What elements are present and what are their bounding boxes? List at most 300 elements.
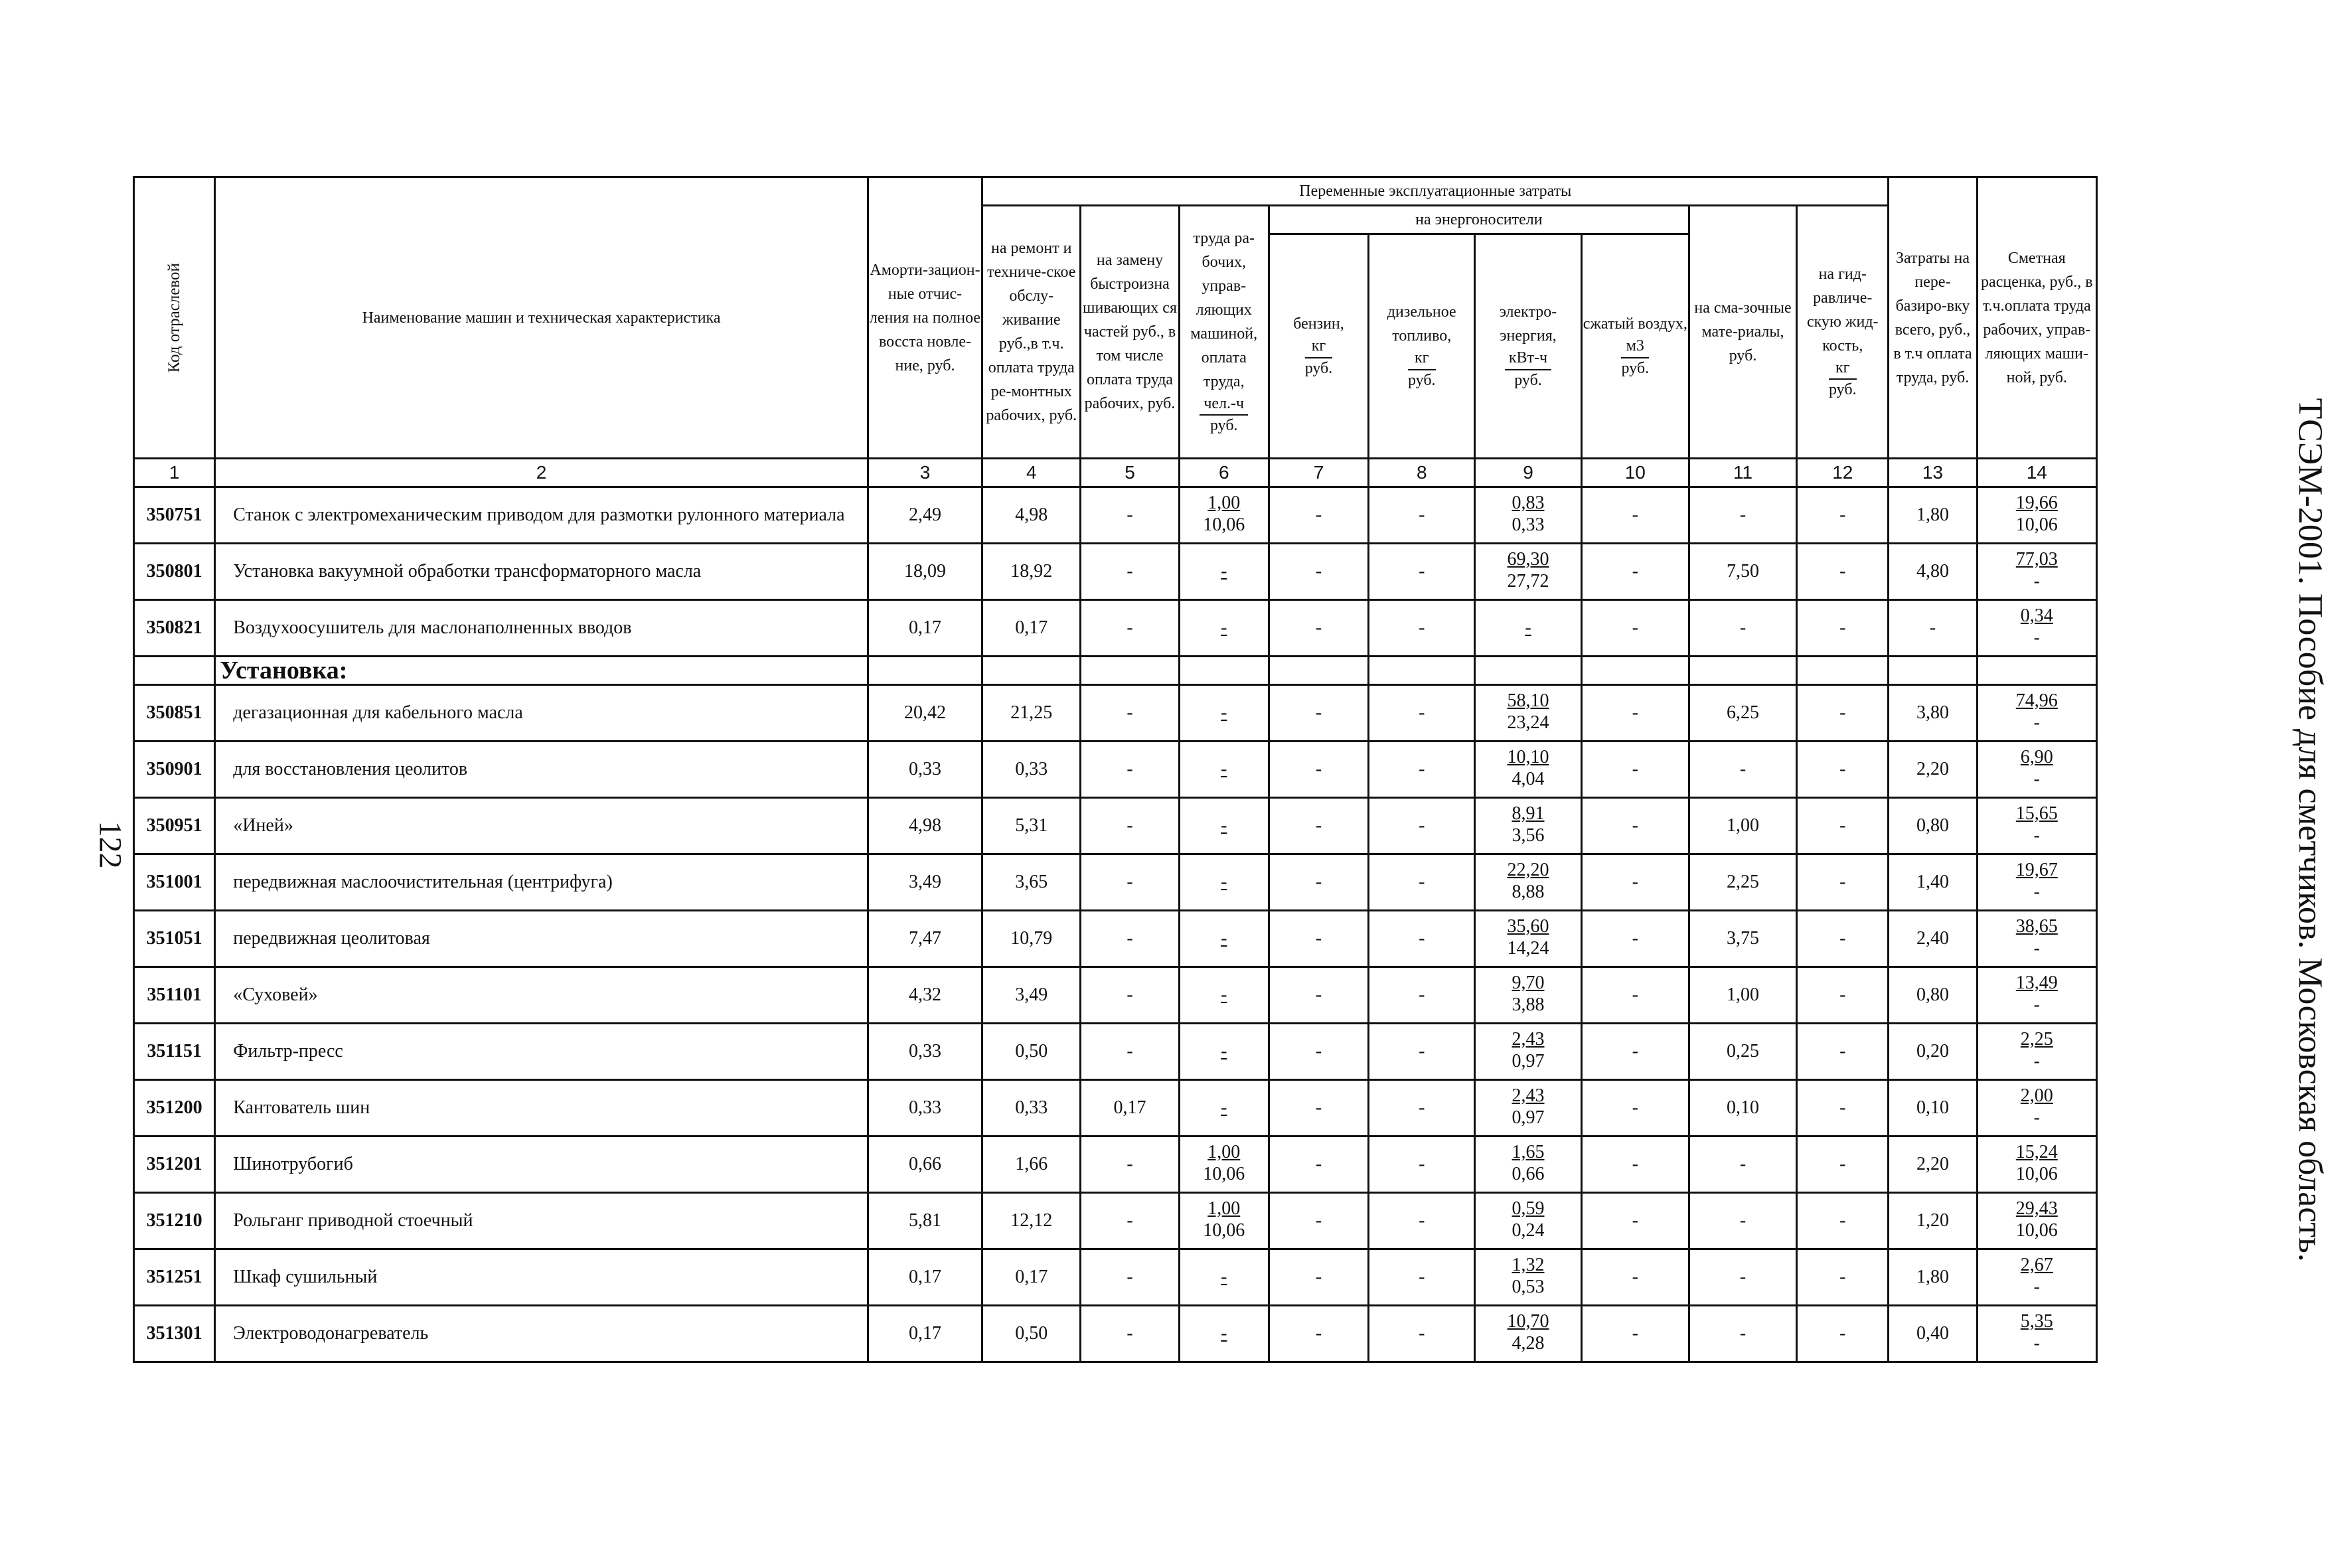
estimate-value [1977,1024,2096,1080]
amortization-value: 20,42 [868,685,982,742]
fraction-denominator: 14,24 [1507,938,1549,959]
fraction-denominator: 3,56 [1512,825,1545,846]
petrol-unit-top: кг [1305,336,1333,358]
column-number: 2 [215,459,868,487]
machine-name: Установка вакуумной обработки трансформаторного масла [215,544,868,600]
labor-unit-bottom: руб. [1209,417,1238,435]
labor-value [1179,1249,1269,1306]
petrol-value: - [1269,544,1368,600]
labor-value [1179,798,1269,854]
machine-name: Станок с электромеханическим приводом для размотки рулонного материала [215,487,868,544]
fraction-numerator: 0,34 [2020,605,2053,626]
fraction-numerator: - [1221,759,1227,780]
fraction-numerator: 5,35 [2020,1310,2053,1332]
electric-value [1475,1306,1581,1362]
table-row [134,1249,2097,1306]
fraction-value [1221,1097,1227,1119]
header-replace: на замену быстроизна шивающих ся частей руб., в том числе оплата труда рабочих, руб. [1081,206,1179,459]
header-diesel [1369,234,1475,459]
fraction-denominator: - [2033,825,2040,846]
table-row [134,911,2097,967]
header-diesel-label: дизельное топливо, [1387,303,1456,345]
fraction-denominator: 0,97 [1512,1107,1545,1129]
header-electric-label: электро-энергия, [1499,303,1557,345]
replace-value: - [1081,911,1179,967]
labor-value [1179,1306,1269,1362]
labor-value [1179,1024,1269,1080]
electric-value [1475,854,1581,911]
hydraulic-value: - [1797,685,1889,742]
diesel-value: - [1369,854,1475,911]
fraction-value [1203,492,1245,536]
lubricant-value: - [1689,1137,1796,1193]
labor-value [1179,911,1269,967]
diesel-value: - [1369,1080,1475,1137]
machine-code: 351051 [134,911,215,967]
fraction-numerator: - [1221,1097,1227,1119]
repair-value: 5,31 [982,798,1081,854]
diesel-value: - [1369,742,1475,798]
repair-value: 12,12 [982,1193,1081,1249]
repair-value: 21,25 [982,685,1081,742]
header-hydraulic-unit [1829,358,1857,400]
machine-code: 350851 [134,685,215,742]
lubricant-value: 1,00 [1689,967,1796,1024]
petrol-value: - [1269,1024,1368,1080]
fraction-value [2021,605,2053,649]
fraction-numerator: 2,43 [1512,1028,1545,1050]
air-value: - [1581,1306,1689,1362]
air-value: - [1581,1137,1689,1193]
hydraulic-value: - [1797,1193,1889,1249]
table-row [134,685,2097,742]
labor-value [1179,967,1269,1024]
hydraulic-value: - [1797,742,1889,798]
fraction-denominator: 0,97 [1512,1051,1545,1072]
machine-name: дегазационная для кабельного масла [215,685,868,742]
replace-value: - [1081,487,1179,544]
header-relocation: Затраты на пере-базиро-вку всего, руб., в т.ч оплата труда, руб. [1889,177,1977,459]
fraction-value [1512,1028,1545,1073]
estimate-value [1977,742,2096,798]
fraction-value [1221,1040,1227,1063]
lubricant-value: - [1689,600,1796,657]
fraction-value [1221,871,1227,894]
replace-value: - [1081,1024,1179,1080]
fraction-numerator: 74,96 [2015,690,2058,711]
fraction-numerator: 35,60 [1507,915,1549,937]
petrol-value: - [1269,600,1368,657]
amortization-value: 0,17 [868,600,982,657]
machine-name: передвижная маслоочистительная (центрифуга) [215,854,868,911]
machine-code: 351151 [134,1024,215,1080]
fraction-numerator: 29,43 [2015,1198,2058,1219]
machine-code: 351210 [134,1193,215,1249]
fraction-value [2021,1310,2053,1355]
estimate-value [1977,1080,2096,1137]
fraction-numerator: 10,10 [1507,746,1549,767]
relocation-value: 2,40 [1889,911,1977,967]
fraction-value [1203,1141,1245,1186]
lubricant-value: 7,50 [1689,544,1796,600]
header-code-label: Код отраслевой [165,262,183,373]
diesel-unit-top: кг [1408,348,1436,370]
air-value: - [1581,911,1689,967]
fraction-numerator: - [1221,1323,1227,1344]
repair-value: 1,66 [982,1137,1081,1193]
estimate-value [1977,544,2096,600]
header-petrol-unit [1305,336,1333,378]
air-value: - [1581,1024,1689,1080]
fraction-numerator: - [1221,872,1227,893]
fraction-denominator: - [2033,712,2040,734]
air-value: - [1581,967,1689,1024]
column-number: 11 [1689,459,1796,487]
fraction-value [1512,1141,1545,1186]
labor-value [1179,1193,1269,1249]
fraction-value [1221,758,1227,781]
labor-value [1179,1080,1269,1137]
fraction-numerator: 69,30 [1507,548,1549,570]
petrol-value: - [1269,742,1368,798]
machine-name: Шинотрубогиб [215,1137,868,1193]
amortization-value: 0,17 [868,1306,982,1362]
hydraulic-value: - [1797,1306,1889,1362]
fraction-denominator: 4,04 [1512,769,1545,790]
estimate-value [1977,1137,2096,1193]
fraction-denominator: 10,06 [2015,1164,2058,1185]
fraction-value [2021,746,2053,791]
diesel-value: - [1369,685,1475,742]
electric-value [1475,1137,1581,1193]
fraction-value [1203,1198,1245,1242]
repair-value: 3,49 [982,967,1081,1024]
fraction-value [2021,1254,2053,1298]
replace-value: - [1081,1306,1179,1362]
diesel-value: - [1369,1137,1475,1193]
fraction-value [1508,859,1549,903]
relocation-value: 1,20 [1889,1193,1977,1249]
labor-value [1179,854,1269,911]
air-value: - [1581,742,1689,798]
amortization-value: 0,66 [868,1137,982,1193]
column-number: 6 [1179,459,1269,487]
machine-code: 351251 [134,1249,215,1306]
air-value: - [1581,544,1689,600]
electric-value [1475,967,1581,1024]
machine-code: 350801 [134,544,215,600]
machine-code: 350821 [134,600,215,657]
fraction-denominator: - [2033,769,2040,790]
header-diesel-unit [1408,348,1436,390]
amortization-value: 18,09 [868,544,982,600]
column-number: 8 [1369,459,1475,487]
replace-value: 0,17 [1081,1080,1179,1137]
table-row [134,798,2097,854]
air-value: - [1581,798,1689,854]
hydraulic-value: - [1797,1080,1889,1137]
fraction-numerator: 6,90 [2020,746,2053,767]
hydraulic-value: - [1797,854,1889,911]
relocation-value: 4,80 [1889,544,1977,600]
fraction-numerator: 15,65 [2015,803,2058,824]
header-code [134,177,215,459]
electric-value [1475,600,1581,657]
machine-name: Электроводонагреватель [215,1306,868,1362]
fraction-numerator: 19,66 [2015,492,2058,513]
replace-value: - [1081,1249,1179,1306]
lubricant-value: - [1689,1249,1796,1306]
lubricant-value: - [1689,1306,1796,1362]
fraction-numerator: - [1221,984,1227,1006]
diesel-value: - [1369,544,1475,600]
fraction-value [2016,690,2058,734]
electric-value [1475,798,1581,854]
fraction-value [1508,746,1549,791]
petrol-value: - [1269,798,1368,854]
hydraulic-value: - [1797,967,1889,1024]
fraction-denominator: - [2033,1333,2040,1354]
replace-value: - [1081,685,1179,742]
machine-code: 351200 [134,1080,215,1137]
petrol-value: - [1269,1137,1368,1193]
machine-code: 350751 [134,487,215,544]
labor-unit-top: чел.-ч [1200,394,1248,416]
hydraulic-value: - [1797,487,1889,544]
header-petrol-label: бензин, [1293,315,1344,333]
relocation-value: 0,80 [1889,967,1977,1024]
fraction-denominator: 10,06 [1203,1220,1245,1241]
machines-rates-table [133,176,2098,1363]
fraction-denominator: 10,06 [1203,514,1245,536]
fraction-numerator: 10,70 [1507,1310,1549,1332]
fraction-numerator: 1,00 [1207,1141,1241,1162]
estimate-value [1977,685,2096,742]
relocation-value: 0,20 [1889,1024,1977,1080]
section-header [134,657,2097,685]
fraction-value [1508,915,1549,960]
table-row [134,967,2097,1024]
amortization-value: 0,33 [868,742,982,798]
petrol-value: - [1269,685,1368,742]
diesel-value: - [1369,911,1475,967]
header-labor-unit [1200,394,1248,436]
estimate-value [1977,487,2096,544]
relocation-value: 0,10 [1889,1080,1977,1137]
table-row [134,854,2097,911]
amortization-value: 5,81 [868,1193,982,1249]
header-electric [1475,234,1581,459]
fraction-numerator: 9,70 [1512,972,1545,993]
fraction-denominator: - [2033,1107,2040,1129]
fraction-numerator: 1,65 [1512,1141,1545,1162]
fraction-numerator: 77,03 [2015,548,2058,570]
hydraulic-unit-top: кг [1829,358,1857,380]
table-row [134,742,2097,798]
repair-value: 0,33 [982,742,1081,798]
diesel-value: - [1369,1249,1475,1306]
machine-code: 351201 [134,1137,215,1193]
diesel-value: - [1369,967,1475,1024]
estimate-value [1977,854,2096,911]
petrol-value: - [1269,1306,1368,1362]
electric-value [1475,544,1581,600]
lubricant-value: 1,00 [1689,798,1796,854]
petrol-value: - [1269,1080,1368,1137]
diesel-value: - [1369,487,1475,544]
electric-value [1475,911,1581,967]
petrol-value: - [1269,487,1368,544]
fraction-value [1221,617,1227,639]
labor-value [1179,600,1269,657]
labor-value [1179,1137,1269,1193]
machine-name: Фильтр-пресс [215,1024,868,1080]
lubricant-value: 3,75 [1689,911,1796,967]
estimate-value [1977,967,2096,1024]
electric-value [1475,1024,1581,1080]
electric-value [1475,1193,1581,1249]
electric-value [1475,487,1581,544]
fraction-value [1512,1085,1545,1129]
machine-code: 351001 [134,854,215,911]
page-number: 122 [92,821,128,869]
header-repair: на ремонт и техниче-ское обслу-живание руб.,в т.ч. оплата труда ре-монтных рабочих, руб. [982,206,1081,459]
diesel-value: - [1369,1024,1475,1080]
header-lubricant: на сма-зочные мате-риалы, руб. [1689,206,1796,459]
fraction-value [2016,1141,2058,1186]
column-number: 7 [1269,459,1368,487]
column-number: 9 [1475,459,1581,487]
table-body-main [134,487,2097,657]
replace-value: - [1081,798,1179,854]
fraction-denominator: 4,28 [1512,1333,1545,1354]
fraction-value [2021,1085,2053,1129]
fraction-denominator: 3,88 [1512,994,1545,1016]
fraction-numerator: 2,00 [2020,1085,2053,1106]
hydraulic-value: - [1797,1249,1889,1306]
repair-value: 3,65 [982,854,1081,911]
fraction-value [1221,1322,1227,1345]
fraction-denominator: - [2033,1277,2040,1298]
column-number: 13 [1889,459,1977,487]
diesel-value: - [1369,1193,1475,1249]
fraction-numerator: 13,49 [2015,972,2058,993]
petrol-value: - [1269,967,1368,1024]
hydraulic-unit-bottom: руб. [1828,381,1857,399]
fraction-numerator: - [1221,1267,1227,1288]
air-value: - [1581,1249,1689,1306]
fraction-value [1221,560,1227,583]
hydraulic-value: - [1797,600,1889,657]
machine-name: для восстановления цеолитов [215,742,868,798]
replace-value: - [1081,544,1179,600]
column-number: 12 [1797,459,1889,487]
fraction-denominator: 10,06 [2015,1220,2058,1241]
amortization-value: 3,49 [868,854,982,911]
repair-value: 18,92 [982,544,1081,600]
machine-name: Кантователь шин [215,1080,868,1137]
fraction-denominator: - [2033,882,2040,903]
estimate-value [1977,600,2096,657]
table-row [134,1193,2097,1249]
electric-value [1475,742,1581,798]
air-value: - [1581,600,1689,657]
repair-value: 0,50 [982,1306,1081,1362]
fraction-value [1508,548,1549,593]
air-value: - [1581,685,1689,742]
table-row [134,600,2097,657]
estimate-value [1977,911,2096,967]
fraction-value [2016,803,2058,847]
amortization-value: 4,98 [868,798,982,854]
replace-value: - [1081,742,1179,798]
fraction-numerator: 8,91 [1512,803,1545,824]
header-hydraulic-label: на гид-равличе-скую жид-кость, [1807,265,1879,354]
petrol-value: - [1269,854,1368,911]
hydraulic-value: - [1797,1024,1889,1080]
machine-name: Рольганг приводной стоечный [215,1193,868,1249]
fraction-value [1221,984,1227,1006]
fraction-value [2016,492,2058,536]
fraction-value [1221,1266,1227,1289]
relocation-value: 2,20 [1889,742,1977,798]
air-value: - [1581,1080,1689,1137]
section-title: Установка: [215,657,868,685]
amortization-value: 0,17 [868,1249,982,1306]
column-number: 1 [134,459,215,487]
fraction-numerator: 19,67 [2015,859,2058,880]
header-name: Наименование машин и техническая характеристика [215,177,868,459]
repair-value: 0,33 [982,1080,1081,1137]
relocation-value: 3,80 [1889,685,1977,742]
petrol-value: - [1269,911,1368,967]
fraction-denominator: 27,72 [1507,571,1549,592]
table-row [134,1080,2097,1137]
fraction-value [2021,1028,2053,1073]
estimate-value [1977,1249,2096,1306]
fraction-denominator: - [2033,938,2040,959]
relocation-value: 2,20 [1889,1137,1977,1193]
fraction-value [2016,915,2058,960]
labor-value [1179,742,1269,798]
fraction-numerator: 1,32 [1512,1254,1545,1275]
fraction-numerator: 2,67 [2020,1254,2053,1275]
fraction-numerator: - [1221,561,1227,582]
fraction-denominator: 0,24 [1512,1220,1545,1241]
fraction-denominator: - [2033,994,2040,1016]
lubricant-value: 0,25 [1689,1024,1796,1080]
amortization-value: 0,33 [868,1024,982,1080]
fraction-numerator: - [1221,1041,1227,1062]
relocation-value: 0,80 [1889,798,1977,854]
column-number: 10 [1581,459,1689,487]
relocation-value: - [1889,600,1977,657]
amortization-value: 7,47 [868,911,982,967]
machine-code: 351301 [134,1306,215,1362]
table-row [134,544,2097,600]
table-row [134,487,2097,544]
table-body-installations [134,685,2097,1362]
hydraulic-value: - [1797,1137,1889,1193]
lubricant-value: - [1689,487,1796,544]
machine-name: «Суховей» [215,967,868,1024]
machine-code: 351101 [134,967,215,1024]
fraction-value [1221,815,1227,837]
fraction-numerator: - [1221,815,1227,836]
diesel-value: - [1369,600,1475,657]
fraction-value [1512,972,1545,1016]
fraction-value [2016,548,2058,593]
